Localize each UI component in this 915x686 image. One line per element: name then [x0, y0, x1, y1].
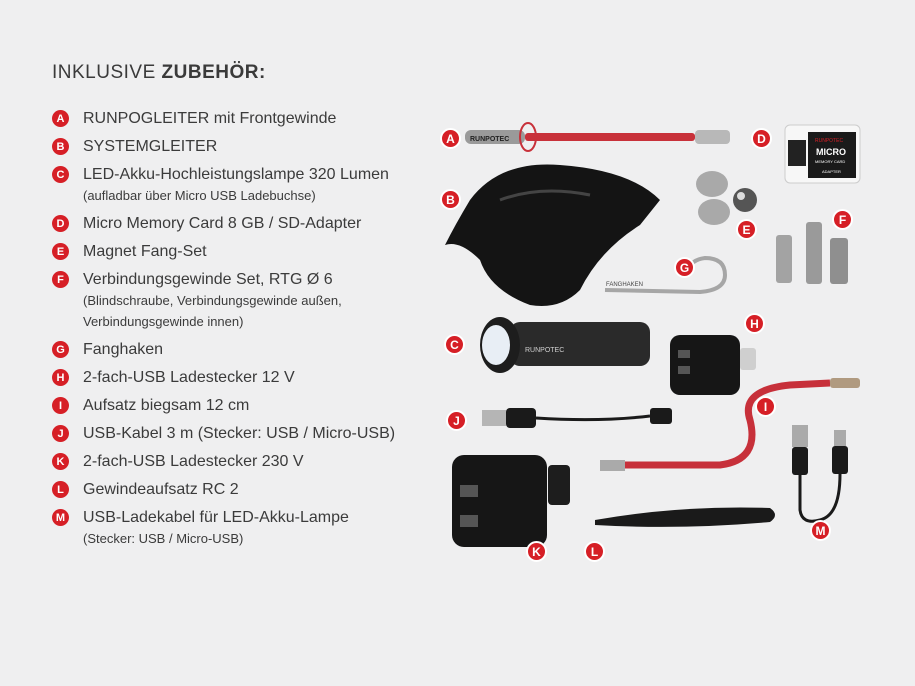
item-subtext: (Stecker: USB / Micro-USB) [83, 531, 244, 546]
lamp-label: RUNPOTEC [525, 347, 565, 354]
letter-badge: G [52, 341, 69, 358]
wall-charger-image [452, 455, 570, 547]
hook-image [605, 258, 725, 292]
item-label: Magnet Fang-Set [83, 243, 207, 260]
item-label: USB-Kabel 3 m (Stecker: USB / Micro-USB) [83, 425, 396, 442]
image-label-j: J [446, 410, 467, 431]
item-label: RUNPOGLEITER mit Frontgewinde [83, 110, 337, 127]
item-label: SYSTEMGLEITER [83, 138, 218, 155]
letter-badge: L [52, 481, 69, 498]
letter-badge: H [52, 369, 69, 386]
item-subtext: (aufladbar über Micro USB Ladebuchse) [83, 188, 316, 203]
title-normal: INKLUSIVE [52, 62, 162, 83]
item-label: Gewindeaufsatz RC 2 [83, 481, 239, 498]
item-label: 2-fach-USB Ladestecker 12 V [83, 369, 295, 386]
letter-badge: D [52, 215, 69, 232]
thread-set-image [776, 222, 848, 284]
image-label-h: H [744, 313, 765, 334]
image-label-k: K [526, 541, 547, 562]
magnet-set-image [696, 171, 757, 225]
image-label-e: E [736, 219, 757, 240]
item-subtext: (Blindschraube, Verbindungsgewinde außen, [83, 293, 342, 308]
card-adapter: ADAPTER [822, 169, 841, 174]
image-label-b: B [440, 189, 461, 210]
image-label-g: G [674, 257, 695, 278]
image-label-i: I [755, 396, 776, 417]
letter-badge: E [52, 243, 69, 260]
thread-attachment-image [595, 508, 775, 527]
card-sub: MEMORY CARD [815, 159, 846, 164]
image-label-f: F [832, 209, 853, 230]
letter-badge: A [52, 110, 69, 127]
car-charger-image [670, 335, 756, 395]
item-label: Aufsatz biegsam 12 cm [83, 397, 250, 414]
letter-badge: I [52, 397, 69, 414]
card-title: MICRO [816, 147, 846, 157]
title-bold: ZUBEHÖR: [161, 62, 266, 83]
runpotec-rod-label: RUNPOTEC [470, 136, 510, 143]
usb-cable-image [482, 408, 672, 428]
usb-charging-cable-image [792, 425, 848, 521]
hook-label: FANGHAKEN [606, 282, 644, 288]
letter-badge: B [52, 138, 69, 155]
image-label-d: D [751, 128, 772, 149]
item-label: Fanghaken [83, 341, 164, 358]
item-label: 2-fach-USB Ladestecker 230 V [83, 453, 304, 470]
image-label-a: A [440, 128, 461, 149]
item-label: LED-Akku-Hochleistungslampe 320 Lumen [83, 166, 389, 183]
letter-badge: C [52, 166, 69, 183]
letter-badge: M [52, 509, 69, 526]
led-lamp-image [480, 317, 650, 373]
item-subtext: Verbindungsgewinde innen) [83, 314, 244, 329]
letter-badge: J [52, 425, 69, 442]
runpogleiter-image [465, 123, 730, 151]
card-brand: RUNPOTEC [815, 138, 844, 144]
letter-badge: K [52, 453, 69, 470]
item-label: Micro Memory Card 8 GB / SD-Adapter [83, 215, 362, 232]
item-label: Verbindungsgewinde Set, RTG Ø 6 [83, 271, 333, 288]
image-label-m: M [810, 520, 831, 541]
memory-card-image [785, 125, 860, 183]
item-label: USB-Ladekabel für LED-Akku-Lampe [83, 509, 349, 526]
image-label-l: L [584, 541, 605, 562]
letter-badge: F [52, 271, 69, 288]
image-label-c: C [444, 334, 465, 355]
